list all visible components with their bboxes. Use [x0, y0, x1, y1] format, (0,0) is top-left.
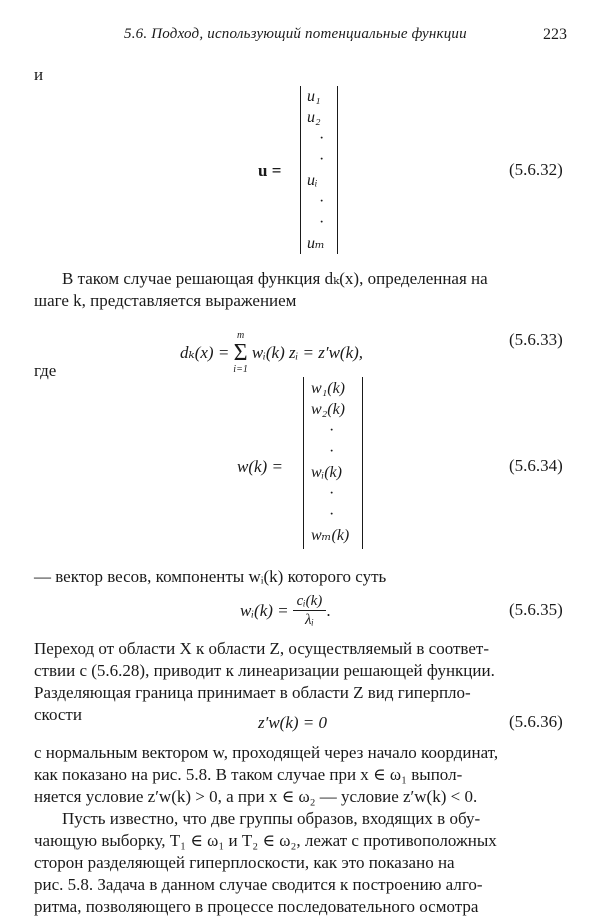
vector-component: wᵢ(k) — [311, 464, 342, 481]
vector-component: uᵢ — [307, 172, 318, 189]
vector-ellipsis: · — [329, 506, 335, 523]
paragraph-line: Разделяющая граница принимает в области Z вид гиперпло- — [34, 683, 471, 702]
vector-ellipsis: · — [319, 151, 325, 168]
vector-component: uₘ — [307, 235, 325, 252]
paragraph-line: ствии с (5.6.28), приводит к линеаризации решающей функции. — [34, 661, 495, 680]
equation-number: (5.6.35) — [509, 600, 563, 619]
eq-33-row — [180, 330, 363, 376]
eq-33-lhs: dₖ(x) = — [180, 343, 230, 362]
paragraph-line: скости — [34, 705, 82, 724]
paragraph-line: как показано на рис. 5.8. В таком случае при x ∈ ω₁ выпол- — [34, 765, 463, 784]
vector-component: wₘ(k) — [311, 527, 350, 544]
eq-32-lhs: u = — [258, 161, 282, 180]
paragraph-line: рис. 5.8. Задача в данном случае сводится к построению алго- — [34, 875, 483, 894]
vector-ellipsis: · — [319, 130, 325, 147]
sigma-icon: Σ — [233, 340, 248, 366]
vector-ellipsis: · — [329, 485, 335, 502]
paragraph-line: сторон разделяющей гиперплоскости, как это показано на — [34, 853, 455, 872]
eq-35-row — [240, 592, 331, 629]
sum-lower-limit: i=1 — [233, 364, 248, 375]
equation-number: (5.6.36) — [509, 712, 563, 731]
paragraph-line: чающую выборку, T₁ ∈ ω₁ и T₂ ∈ ω₂, лежат с противоположных — [34, 831, 497, 850]
eq-34-vector — [311, 378, 349, 546]
equation-number: (5.6.34) — [509, 456, 563, 475]
paragraph-line: няется условие z′w(k) > 0, а при x ∈ ω₂ — условие z′w(k) < 0. — [34, 787, 478, 806]
paragraph-line: — вектор весов, компоненты wᵢ(k) которого суть — [34, 567, 387, 586]
fraction-denominator: λᵢ — [305, 612, 314, 628]
running-header: 5.6. Подход, использующий потенциальные функции — [124, 26, 467, 42]
eq-33-rhs: wᵢ(k) zᵢ = z′w(k), — [251, 343, 364, 362]
fraction — [293, 592, 327, 629]
paragraph-line: с нормальным вектором w, проходящей через начало координат, — [34, 743, 499, 762]
vector-component: u₂ — [307, 109, 321, 126]
paragraph-line: Переход от области X к области Z, осуществляемый в соответ- — [34, 639, 489, 658]
where-word: где — [34, 361, 57, 380]
paragraph-line: ритма, позволяющего в процессе последовательного осмотра — [34, 897, 479, 916]
fraction-numerator: cᵢ(k) — [293, 592, 327, 611]
vector-component: w₁(k) — [311, 380, 345, 397]
eq-35-tail: . — [326, 600, 331, 620]
summation-sign — [233, 330, 248, 376]
sum-upper-limit: m — [236, 330, 245, 341]
vector-ellipsis: · — [319, 193, 325, 210]
paragraph-line: шаге k, представляется выражением — [34, 291, 297, 310]
eq-36-expr: z′w(k) = 0 — [258, 713, 328, 732]
eq-35-lhs: wᵢ(k) = — [240, 600, 289, 620]
vector-component: u₁ — [307, 88, 321, 105]
equation-number: (5.6.33) — [509, 330, 563, 349]
lead-word: и — [34, 65, 44, 84]
eq-32-vector — [307, 86, 325, 254]
paragraph-line: Пусть известно, что две группы образов, входящих в обу- — [62, 809, 481, 828]
vector-component: w₂(k) — [311, 401, 345, 418]
equation-number: (5.6.32) — [509, 160, 563, 179]
eq-34-lhs: w(k) = — [237, 457, 283, 476]
page-number: 223 — [543, 26, 567, 43]
vector-ellipsis: · — [329, 443, 335, 460]
vector-ellipsis: · — [329, 422, 335, 439]
paragraph-line: В таком случае решающая функция dₖ(x), определенная на — [62, 269, 488, 288]
vector-ellipsis: · — [319, 214, 325, 231]
